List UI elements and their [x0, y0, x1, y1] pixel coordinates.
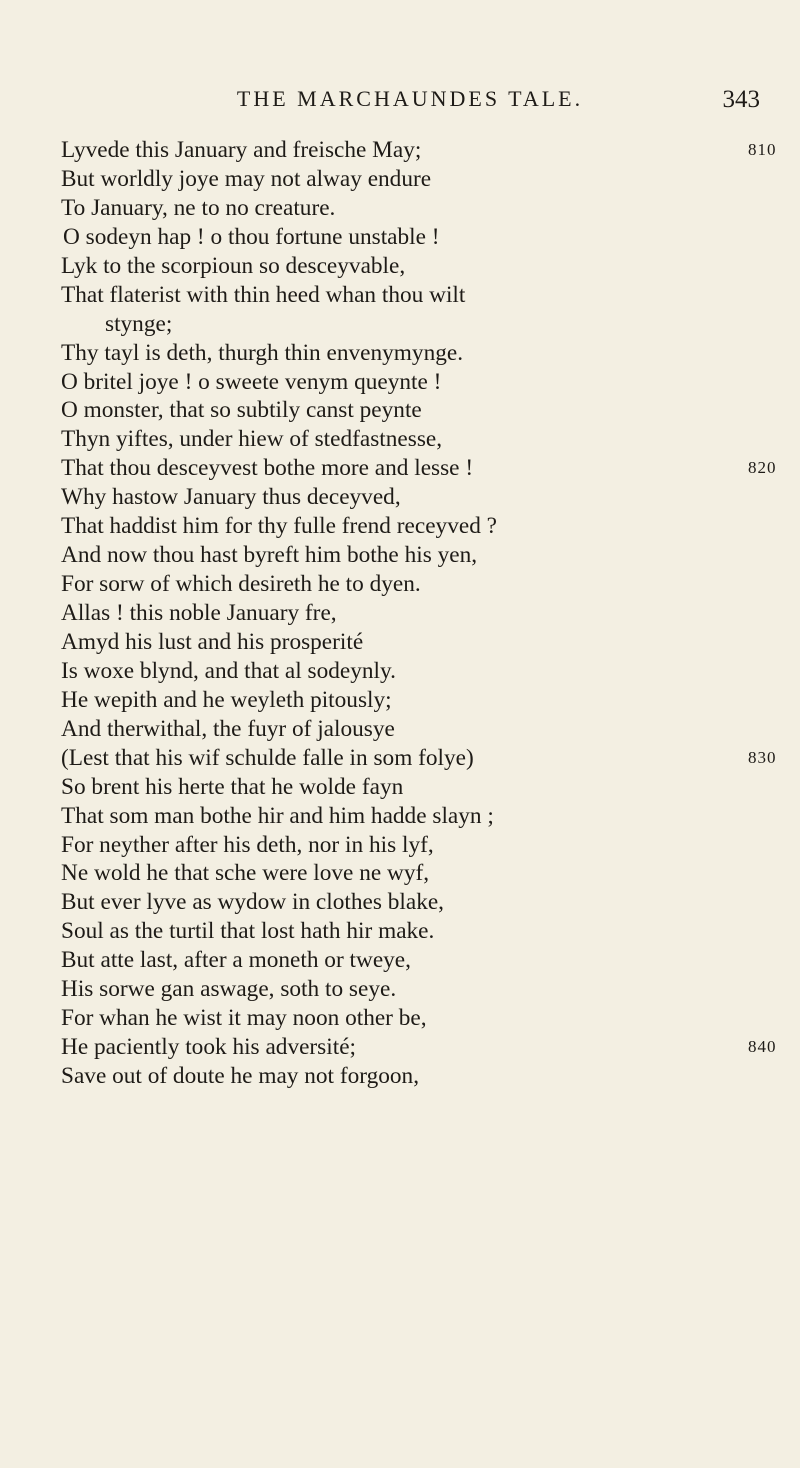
poem-line	[61, 281, 731, 310]
poem-line	[61, 888, 731, 917]
poem-line-text: For whan he wist it may noon other be,	[61, 1005, 427, 1032]
poem-line-text: Soul as the turtil that lost hath hir make.	[61, 918, 435, 945]
running-head: THE MARCHAUNDES TALE.	[236, 86, 584, 111]
poem-line	[61, 454, 777, 483]
poem-line	[61, 396, 731, 425]
poem-line	[61, 744, 777, 773]
poem-line-text: Why hastow January thus deceyved,	[61, 484, 401, 511]
poem-line-text: His sorwe gan aswage, soth to seye.	[61, 976, 397, 1003]
poem-line-text: Ne wold he that sche were love ne wyf,	[61, 860, 430, 887]
poem-line-text: That flaterist with thin heed whan thou wilt	[61, 281, 466, 308]
poem-line	[61, 802, 731, 831]
poem-line	[61, 194, 731, 223]
poem-line	[61, 686, 731, 715]
poem-line-text: Amyd his lust and his prosperité	[61, 628, 364, 655]
poem-line-text: O britel joye ! o sweete venym queynte !	[61, 368, 442, 395]
poem-line	[61, 165, 731, 194]
poem-line-text: Thyn yiftes, under hiew of stedfastnesse,	[61, 426, 443, 453]
poem-line	[61, 425, 731, 454]
poem-line	[61, 570, 731, 599]
poem-line	[61, 223, 731, 252]
poem-line	[61, 917, 731, 946]
poem-line	[61, 657, 731, 686]
poem-line-text: That haddist him for thy fulle frend receyved ?	[61, 513, 498, 540]
poem-line-text: And now thou hast byreft him bothe his yen,	[61, 542, 478, 569]
poem-line-text: stynge;	[105, 310, 173, 337]
poem-line-text: But atte last, after a moneth or tweye,	[61, 947, 411, 974]
poem-line	[61, 252, 731, 281]
poem-line	[61, 715, 731, 744]
poem-line	[61, 512, 731, 541]
poem-line-text: O monster, that so subtily canst peynte	[61, 397, 422, 424]
poem-line	[61, 310, 731, 339]
page-number: 343	[722, 86, 760, 113]
poem-line-text: But ever lyve as wydow in clothes blake,	[61, 889, 445, 916]
poem-line-text: He paciently took his adversité;	[61, 1034, 357, 1061]
poem-line	[61, 483, 731, 512]
poem-line-text: And therwithal, the fuyr of jalousye	[61, 715, 395, 742]
poem-line	[61, 368, 731, 397]
poem-line-text: He wepith and he weyleth pitously;	[61, 686, 392, 713]
poem-line-text: So brent his herte that he wolde fayn	[61, 773, 404, 800]
line-number: 820	[748, 458, 777, 478]
poem-line-text: To January, ne to no creature.	[61, 194, 336, 221]
poem-line-text: That som man bothe hir and him hadde slayn ;	[61, 802, 494, 829]
poem-line-text: But worldly joye may not alway endure	[61, 165, 432, 192]
poem-line	[61, 541, 731, 570]
poem-line-text: For sorw of which desireth he to dyen.	[61, 571, 421, 598]
poem-line-text: Lyk to the scorpioun so desceyvable,	[61, 252, 406, 279]
line-number: 830	[748, 747, 777, 767]
poem-line	[61, 136, 777, 165]
poem-line-text: Save out of doute he may not forgoon,	[61, 1063, 420, 1089]
poem-line-text: That thou desceyvest bothe more and lesse !	[61, 455, 474, 482]
poem-line	[61, 946, 731, 975]
poem-body	[61, 136, 777, 1091]
line-number: 840	[748, 1037, 777, 1057]
poem-line	[61, 859, 731, 888]
poem-line	[61, 339, 731, 368]
line-number: 810	[748, 140, 777, 159]
poem-line	[61, 773, 731, 802]
poem-line-text: Thy tayl is deth, thurgh thin envenymynge.	[61, 339, 464, 366]
page-header	[60, 86, 760, 122]
poem-line	[61, 1062, 731, 1091]
poem-line	[61, 599, 731, 628]
poem-line	[61, 628, 731, 657]
poem-line-text: For neyther after his deth, nor in his lyf,	[61, 831, 434, 858]
poem-line-text: O sodeyn hap ! o thou fortune unstable !	[63, 223, 440, 250]
poem-line	[61, 831, 731, 860]
poem-line-text: (Lest that his wif schulde falle in som folye)	[61, 744, 474, 771]
poem-line-text: Is woxe blynd, and that al sodeynly.	[61, 657, 396, 684]
poem-line-text: Allas ! this noble January fre,	[61, 600, 337, 626]
poem-line	[61, 1004, 731, 1033]
poem-line-text: Lyvede this January and freische May;	[61, 137, 422, 163]
poem-line	[61, 975, 731, 1004]
poem-line	[61, 1033, 777, 1062]
